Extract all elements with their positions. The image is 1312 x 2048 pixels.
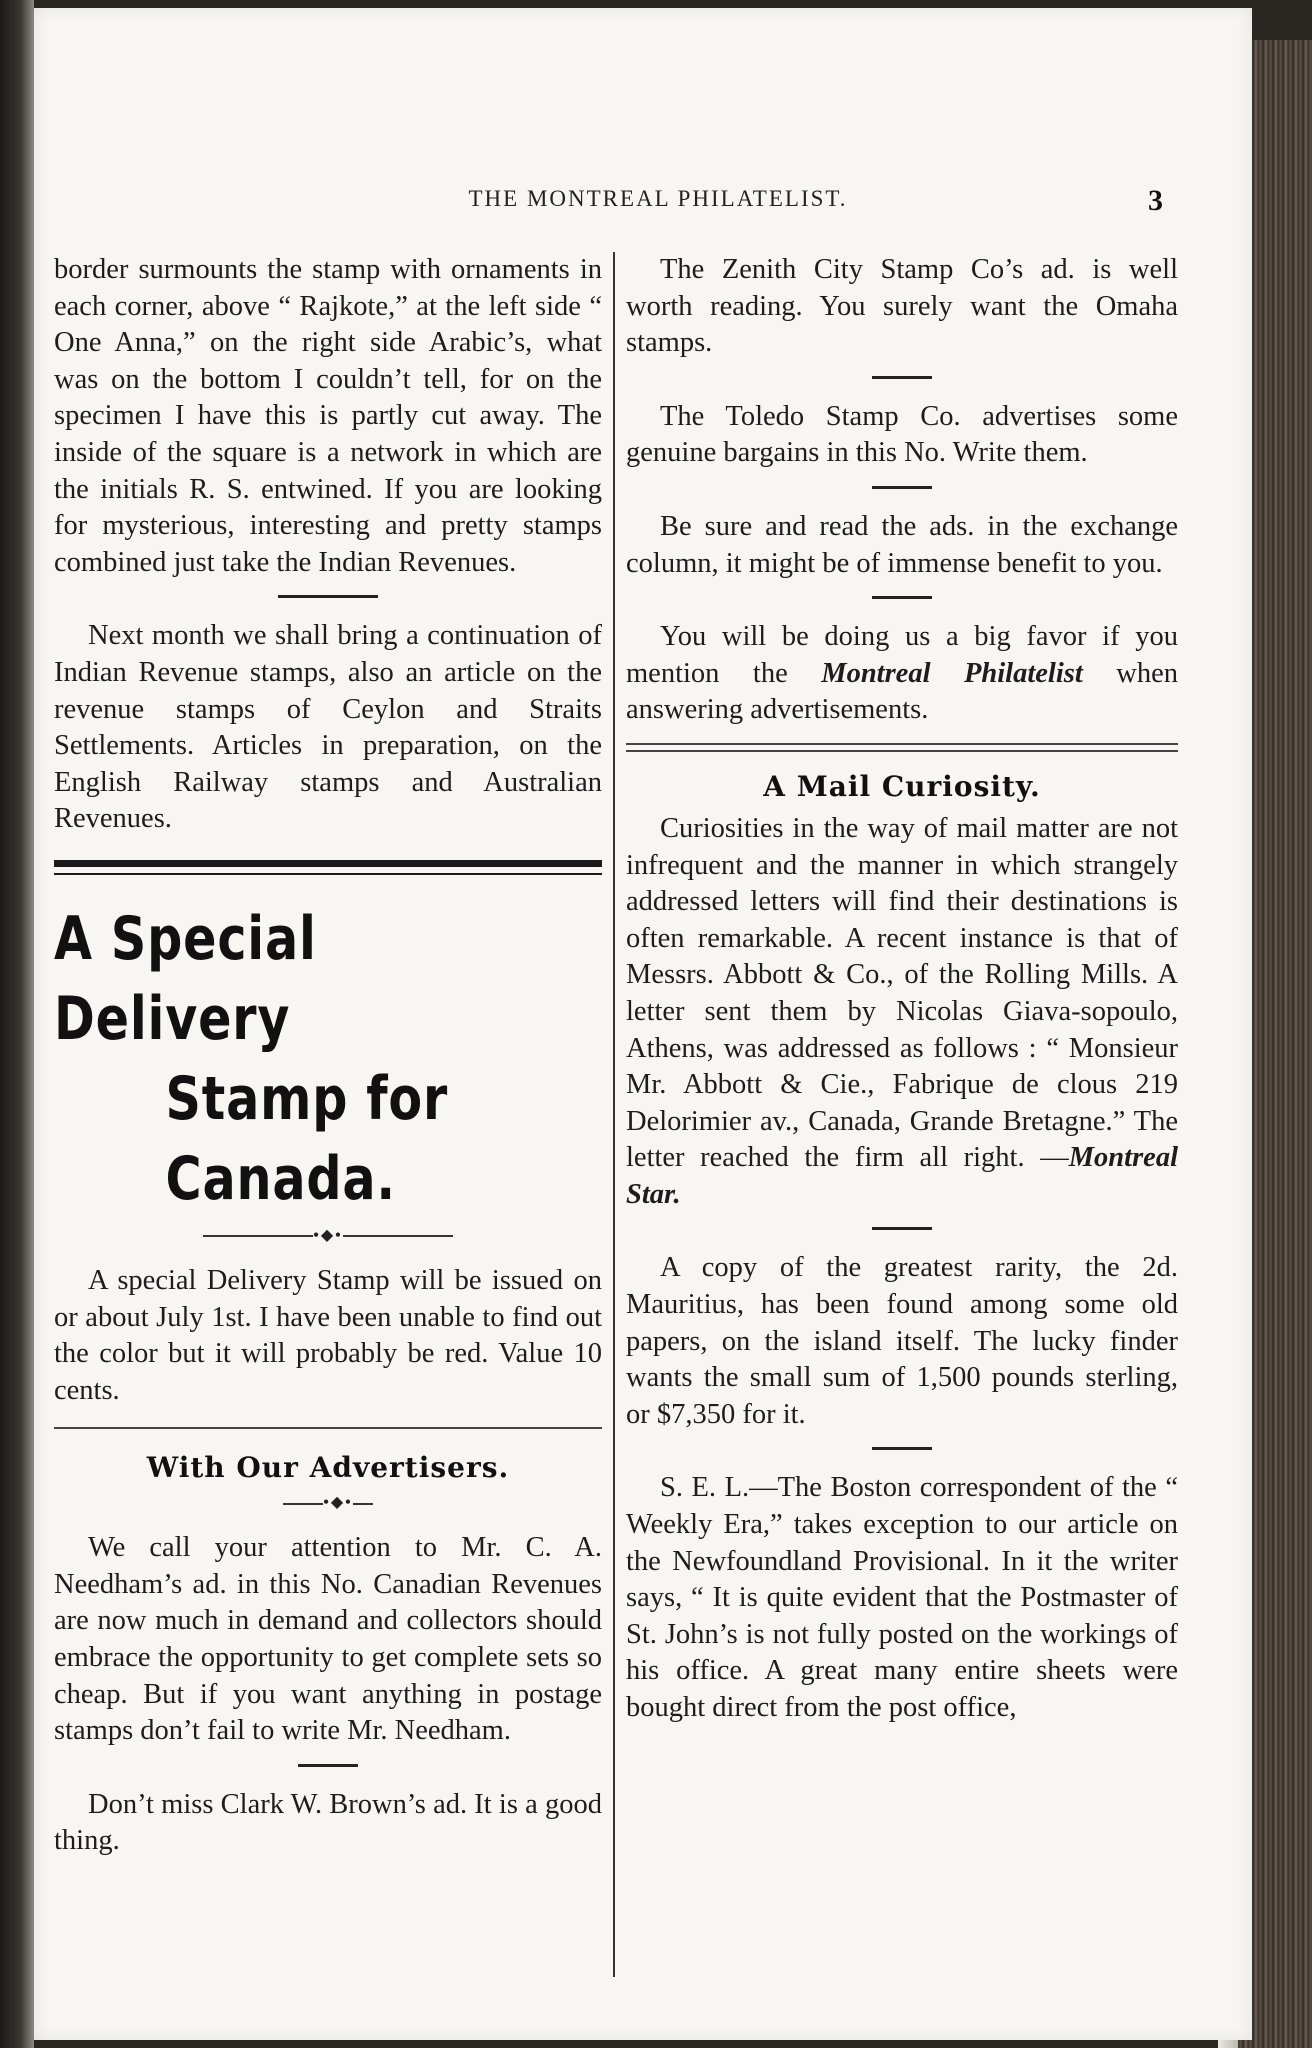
paragraph-clark-brown: Don’t miss Clark W. Brown’s ad. It is a good thing. xyxy=(54,1788,602,1857)
running-title: THE MONTREAL PHILATELIST. xyxy=(468,186,848,211)
section-thin-double-rule xyxy=(626,743,1178,752)
paragraph-indian-revenues: border surmounts the stamp with ornaments in each corner, above “ Rajkote,” at the left side “ One Anna,” on the right side Arabic’s, what was on the bottom I couldn’t tell, for on the specimen I have this is partly cut away. The inside of the square is a network in which are the initials R. S. entwined. If you are looking for mysterious, interesting and pretty stamps combined just take the Indian Revenues. xyxy=(54,254,602,578)
paragraph-sel-boston: S. E. L.—The Boston correspondent of the “ Weekly Era,” takes exception to our article on the Newfoundland Provisional. In it the writer says, “ It is quite evident that the Postmaster of St. John’s is not fully posted on the workings of his office. A great many entire sheets were bought direct from the post office, xyxy=(626,1472,1178,1723)
magazine-name: Montreal Philatelist xyxy=(821,657,1083,689)
paragraph-next-month: Next month we shall bring a continuation of Indian Revenue stamps, also an article on the revenue stamps of Ceylon and Straits Settlements. Articles in preparation, on the English Railway stamps and Australian Revenues. xyxy=(54,620,602,835)
source-montreal-star: Montreal Star. xyxy=(626,1142,1178,1210)
mail-curiosity-heading: A Mail Curiosity. xyxy=(763,769,1041,803)
page-number: 3 xyxy=(1148,184,1163,217)
paragraph-mail-curiosity xyxy=(626,811,1178,1214)
special-delivery-title xyxy=(54,899,503,1219)
separator-dash xyxy=(872,1447,932,1450)
section-double-rule xyxy=(54,860,602,875)
book-left-edge xyxy=(0,0,34,2048)
curiosity-text: Curiosities in the way of mail matter are not infrequent and the manner in which strangely addressed letters will find their destinations is often remarkable. A recent instance is that of Messrs. Abbott & Co., of the Rolling Mills. A letter sent them by Nicolas Giava-sopoulo, Athens, was addressed as follows : “ Monsieur Mr. Abbott & Cie., Fabrique de clous 219 Delorimier av., Canada, Grande Bretagne.” The letter reached the firm all right. — xyxy=(626,812,1178,1174)
advertisers-heading: With Our Advertisers. xyxy=(146,1451,510,1485)
favor-text-b: when answering advertisements. xyxy=(626,657,1178,726)
separator-dash xyxy=(298,1764,358,1767)
title-ornament xyxy=(54,1225,602,1245)
separator-dash xyxy=(872,376,932,379)
section-rule xyxy=(54,1427,602,1429)
advertisers-ornament xyxy=(54,1492,602,1512)
separator-dash xyxy=(872,1227,932,1230)
paragraph-mauritius: A copy of the greatest rarity, the 2d. Mauritius, has been found among some old papers, on the island itself. The lucky finder wants the small sum of 1,500 pounds sterling, or $7,350 for it. xyxy=(626,1252,1178,1430)
paragraph-zenith: The Zenith City Stamp Co’s ad. is well worth reading. You surely want the Omaha stamps. xyxy=(626,254,1178,359)
title-line-1: A Special Delivery xyxy=(54,903,317,1054)
favor-text-a: You will be doing us a big favor if you mention the xyxy=(626,621,1178,689)
paragraph-favor xyxy=(626,619,1178,729)
ornament-glyph: •◆• xyxy=(313,1226,343,1244)
paragraph-exchange: Be sure and read the ads. in the exchange column, it might be of immense benefit to you. xyxy=(626,510,1178,579)
left-column xyxy=(54,252,602,1860)
right-column xyxy=(626,252,1178,1727)
ornament-glyph: •◆• xyxy=(323,1494,353,1512)
title-line-2: Stamp for Canada. xyxy=(165,1063,449,1214)
separator-dash xyxy=(278,595,378,598)
paragraph-special-delivery: A special Delivery Stamp will be issued on or about July 1st. I have been unable to find out the color but it will probably be red. Value 10 cents. xyxy=(54,1264,602,1406)
paragraph-needham: We call your attention to Mr. C. A. Needham’s ad. in this No. Canadian Revenues are now much in demand and collectors should embrace the opportunity to get complete sets so cheap. But if you want anything in postage stamps don’t fail to write Mr. Needham. xyxy=(54,1532,602,1747)
separator-dash xyxy=(872,596,932,599)
separator-dash xyxy=(872,486,932,489)
column-divider xyxy=(613,252,615,1977)
paragraph-toledo: The Toledo Stamp Co. advertises some genuine bargains in this No. Write them. xyxy=(626,400,1178,469)
